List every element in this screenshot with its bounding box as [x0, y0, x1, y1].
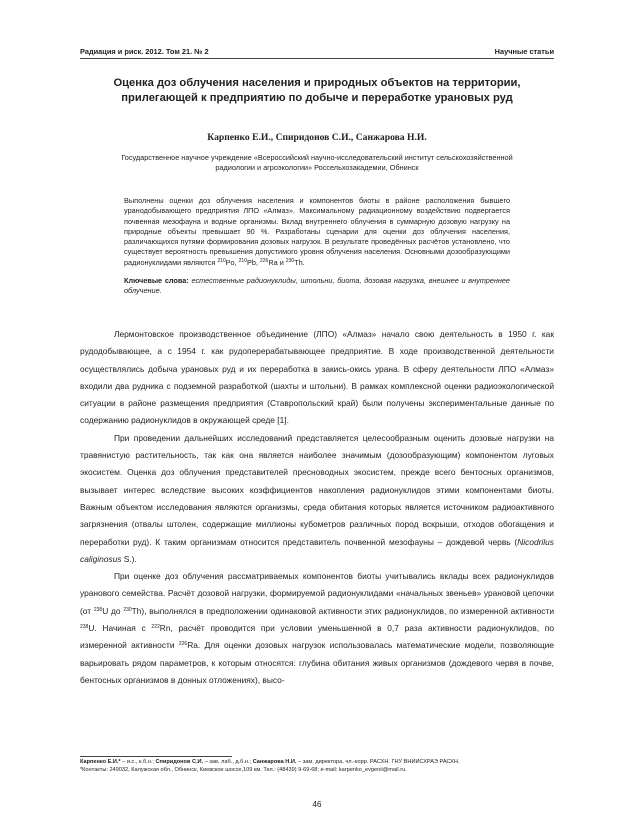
page-number: 46	[312, 800, 322, 809]
abstract-text: Выполнены оценки доз облучения населения и компонентов биоты в районе расположения бывшего уранодобывающего предприятия ЛПО «Алмаз». Максимальному радиационному воздействию подвергается почвенная мезофауна и водные организмы. Вклад внутреннего облучения в суммарную дозовую нагрузку на природные объекты превышает 90 %. Разработаны сценарии для оценки доз облучения населения, различающихся путями формирования дозовых нагрузок. В результате проведённых расчётов установлено, что существует вероятность превышения допустимого уровня облучения населения. Основными дозообразующими радионуклидами являются	[124, 196, 510, 267]
nuclide-mass-number: 210	[217, 257, 226, 264]
author-name: Спиридонов С.И.	[155, 759, 204, 765]
author-affiliation: Государственное научное учреждение «Всероссийский научно-исследовательский институт сельскохозяйственной радиологии и агроэкологии» Россельхозакадемии, Обнинск	[121, 153, 513, 172]
nuclide-separator: .	[302, 257, 305, 267]
mass-number: 238	[93, 606, 103, 613]
mass-number: 226	[178, 641, 188, 648]
footnote-divider	[80, 756, 232, 757]
paragraph-text: U. Начиная с	[88, 623, 152, 634]
nuclide-mass-number: 226	[260, 257, 269, 264]
species-name: Nicodrilus caliginosus	[80, 536, 554, 564]
author-role: – и.с., к.б.н.;	[120, 759, 156, 765]
mass-number: 238	[80, 624, 89, 631]
nuclide-symbol: Pb	[247, 257, 256, 267]
keywords	[124, 276, 510, 297]
running-header	[80, 47, 554, 56]
header-divider	[80, 58, 554, 59]
paragraph-text: При проведении дальнейших исследований представляется целесообразным оценить дозовые нагрузки на травянистую растительность, так как она является наиболее значимым (дозообразующим) компонентом луговых экосистем. Оценка доз облучения представителей пресноводных экосистем, прежде всего бентосных организмов, вызывает интерес вследствие высоких коэффициентов накопления радионуклидов этими компонентами биоты. Важным объектом исследования являются организмы, среда обитания которых является источником радиоактивного загрязнения (отвалы штолен, содержащие миллионы кубометров различных пород вскрыши, отходов обогащения и переработки руд). К таким организмам относится представитель почвенной мезофауны – дождевой червь (	[80, 432, 554, 547]
author-name: Карпенко Е.И.*	[80, 759, 121, 765]
author-role: – зам. директора, чл.-корр. РАСХН. ГНУ ВНИИСХРАЭ РАСХН.	[296, 759, 460, 765]
author-roles	[80, 759, 554, 767]
paragraph-text: Ra. Для оценки дозовых нагрузок использовалась математические модели, позволяющие варьировать рядом параметров, к которым относятся: глубина обитания живых организмов (дождевого червя в почве, бентосных организмов в донных отложениях), высо-	[80, 640, 554, 685]
paragraph-text: U до	[102, 605, 124, 616]
author-name: Санжарова Н.И.	[252, 759, 297, 765]
paragraph-text: Rn, расчёт проводится при условии уменьшенной в 0,7 раза активности радионуклидов, по измеренной активности	[80, 623, 554, 651]
journal-citation: Радиация и риск. 2012. Том 21. № 2	[80, 47, 209, 56]
author-footnote	[80, 759, 554, 774]
author-role: – зав. лаб., д.б.н.;	[203, 759, 253, 765]
nuclide-mass-number: 210	[238, 257, 247, 264]
body-paragraph	[80, 568, 554, 689]
nuclide-mass-number: 230	[285, 257, 295, 264]
nuclide-list	[217, 258, 304, 267]
paragraph-text: S.).	[121, 553, 137, 564]
mass-number: 230	[123, 606, 132, 613]
abstract	[124, 196, 510, 268]
keywords-text: естественные радионуклиды, штольни, биота, дозовая нагрузка, внешнее и внутреннее облучение.	[124, 276, 510, 296]
paragraph-text: При оценке доз облучения рассматриваемых компонентов биоты учитывались вклады всех радионуклидов уранового семейства. Расчёт дозовой нагрузки, формируемой радионуклидами «начальных звеньев» урановой цепочки (от	[80, 571, 554, 616]
nuclide-separator: ,	[234, 257, 239, 267]
nuclide-symbol: Ra	[268, 257, 278, 267]
mass-number: 222	[151, 624, 160, 631]
nuclide-separator: ,	[255, 257, 260, 267]
paragraph-text: Th), выполнялся в предположении одинаковой активности этих радионуклидов, по измеренной активности	[131, 605, 554, 616]
article-authors: Карпенко Е.И., Спиридонов С.И., Санжарова Н.И.	[207, 132, 427, 143]
nuclide-symbol: Po	[225, 257, 235, 267]
article-body	[80, 326, 554, 689]
article-title: Оценка доз облучения населения и природных объектов на территории, прилегающей к предприятию по добыче и переработке урановых руд	[113, 77, 521, 104]
body-paragraph: Лермонтовское производственное объединение (ЛПО) «Алмаз» начало свою деятельность в 1950 г. как рудодобывающее, а с 1954 г. как рудоперерабатывающее предприятие. В ходе производственной деятельности осуществлялись добыча урановых руд и их переработка в закись-окись урана. В сферу деятельности ЛПО «Алмаз» входили два рудника с подземной разработкой (шахты и штольни). В рамках комплексной оценки радиоэкологической ситуации в районе размещения предприятия (Ставропольский край) были получены экспериментальные данные по содержанию радионуклидов в окружающей среде [1].	[80, 329, 554, 426]
keywords-label: Ключевые слова:	[124, 276, 189, 285]
section-name: Научные статьи	[494, 47, 554, 56]
nuclide-symbol: Th	[294, 257, 303, 267]
body-paragraph	[80, 430, 554, 568]
nuclide-separator: и	[277, 257, 286, 267]
contact-info: *Контакты: 249032, Калужская обл., Обнинск, Киевское шоссе,109 км. Тел.: (48439) 9-69-68; e-mail: karpenko_evgenii@mail.ru.	[80, 766, 407, 773]
